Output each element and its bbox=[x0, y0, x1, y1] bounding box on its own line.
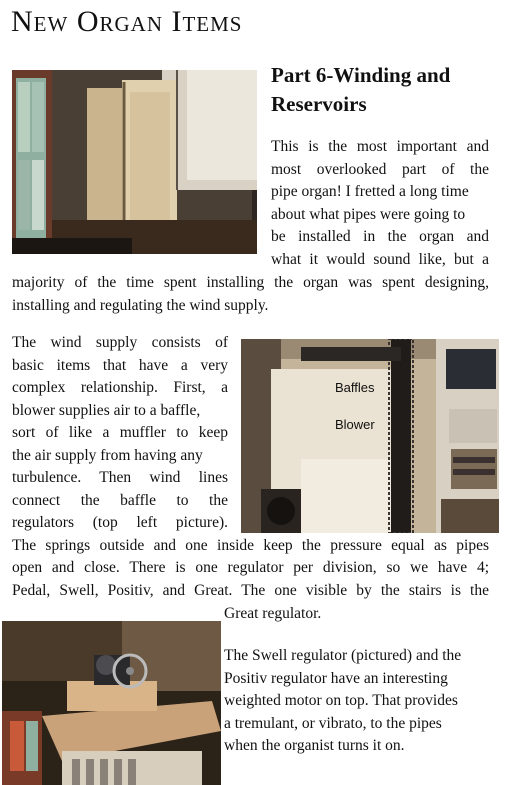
paragraph-line: installing and regulating the wind supply. bbox=[12, 297, 269, 314]
paragraph-line: majority of the time spent installing the organ was spent designing, bbox=[12, 274, 489, 291]
swell-regulator-photo bbox=[2, 621, 221, 785]
blower-label: Blower bbox=[335, 417, 375, 432]
paragraph-line: weighted motor on top. That provides bbox=[224, 692, 458, 709]
swell-regulator-photo-image bbox=[2, 621, 221, 785]
paragraph-line: basic items that have a very bbox=[12, 357, 228, 374]
paragraph-line: The Swell regulator (pictured) and the bbox=[224, 647, 462, 664]
paragraph-line: what it would sound like, but a bbox=[271, 251, 489, 268]
regulator-photo-image bbox=[12, 70, 257, 254]
paragraph-line: The wind supply consists of bbox=[12, 334, 228, 351]
paragraph-line: This is the most important and bbox=[271, 138, 489, 155]
paragraph-line: about what pipes were going to bbox=[271, 206, 466, 223]
paragraph-line: when the organist turns it on. bbox=[224, 737, 405, 754]
paragraph-line: complex relationship. First, a bbox=[12, 379, 228, 396]
paragraph-line: blower supplies air to a baffle, bbox=[12, 402, 201, 419]
baffles-label: Baffles bbox=[335, 380, 375, 395]
paragraph-line: Pedal, Swell, Positiv, and Great. The one visible by the stairs is the bbox=[12, 582, 489, 599]
paragraph-line: sort of like a muffler to keep bbox=[12, 424, 228, 441]
paragraph-line: turbulence. Then wind lines bbox=[12, 469, 228, 486]
regulator-photo bbox=[12, 70, 257, 254]
paragraph-line: the air supply from having any bbox=[12, 447, 203, 464]
paragraph-line: connect the baffle to the bbox=[12, 492, 228, 509]
paragraph-line: a tremulant, or vibrato, to the pipes bbox=[224, 715, 442, 732]
paragraph-line: be installed in the organ and bbox=[271, 228, 489, 245]
blower-photo-image bbox=[241, 339, 499, 533]
section-heading: Part 6-Winding and Reservoirs bbox=[271, 63, 451, 116]
page-title: New Organ Items bbox=[11, 5, 243, 38]
paragraph-line: most overlooked part of the bbox=[271, 161, 489, 178]
paragraph-line: regulators (top left picture). bbox=[12, 514, 228, 531]
paragraph-line: Positiv regulator have an interesting bbox=[224, 670, 448, 687]
paragraph-line: Great regulator. bbox=[224, 605, 322, 622]
paragraph-line: The springs outside and one inside keep the pressure equal as pipes bbox=[12, 537, 489, 554]
paragraph-line: pipe organ! I fretted a long time bbox=[271, 183, 469, 200]
blower-photo bbox=[241, 339, 499, 533]
paragraph-line: open and close. There is one regulator per division, so we have 4; bbox=[12, 559, 489, 576]
